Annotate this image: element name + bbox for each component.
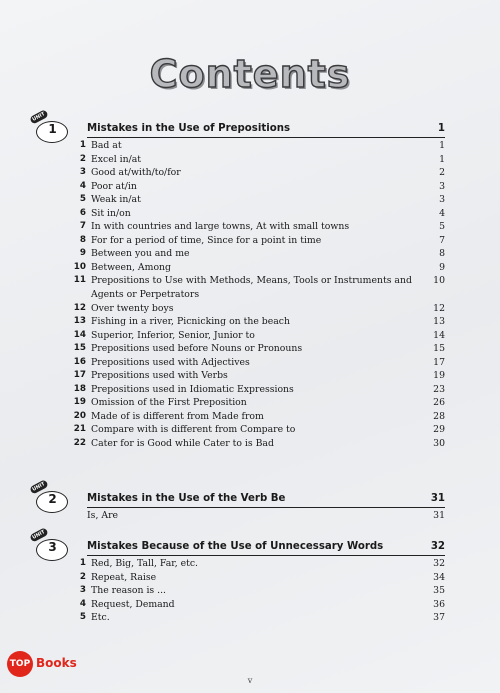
entry-title: Repeat, Raise — [91, 571, 157, 583]
entry-title: Over twenty boys — [91, 302, 174, 314]
entry-title: Cater for is Good while Cater to is Bad — [91, 438, 274, 450]
entry-number: 16 — [73, 356, 86, 367]
entry-page: 32 — [433, 558, 445, 569]
entry-number: 2 — [79, 571, 86, 582]
entry-title: For for a period of time, Since for a point in time — [91, 234, 322, 246]
entry-number: 4 — [79, 180, 86, 191]
toc-entry[interactable] — [70, 207, 445, 221]
entry-title: Prepositions used in Idiomatic Expressions — [91, 383, 294, 395]
entry-page: 19 — [433, 370, 445, 382]
entry-number: 15 — [73, 343, 86, 354]
entry-title: Excel in/at — [91, 153, 142, 165]
unit-number: 3 — [48, 540, 57, 554]
entry-number: 21 — [73, 424, 86, 435]
entry-title: Fishing in a river, Picnicking on the beach — [91, 316, 290, 328]
entry-list — [70, 509, 445, 523]
entry-page: 13 — [433, 316, 445, 328]
toc-entry[interactable] — [70, 261, 445, 275]
toc-entry[interactable] — [70, 274, 445, 301]
toc-entry[interactable] — [70, 329, 445, 343]
toc-entry[interactable] — [70, 598, 445, 612]
page-title: Contents — [149, 52, 351, 96]
entry-number: 8 — [79, 234, 86, 245]
entry-number: 20 — [73, 410, 86, 421]
entry-page: 4 — [439, 207, 445, 219]
toc-entry[interactable] — [70, 584, 445, 598]
entry-title: Omission of the First Preposition — [91, 397, 247, 409]
entry-title: Made of is different from Made from — [91, 410, 264, 422]
unit-heading-page: 32 — [430, 541, 445, 552]
toc-entry[interactable] — [70, 571, 445, 585]
unit-heading-text: Mistakes in the Use of Prepositions — [87, 123, 291, 134]
entry-title: Superior, Inferior, Senior, Junior to — [91, 329, 255, 341]
toc-entry[interactable] — [70, 437, 445, 451]
toc-entry[interactable] — [70, 247, 445, 261]
entry-title: Weak in/at — [91, 194, 141, 206]
entry-page: 14 — [433, 329, 445, 341]
toc-entry[interactable] — [70, 356, 445, 370]
unit-badge — [31, 529, 70, 559]
entry-page: 36 — [433, 598, 445, 610]
entry-number: 5 — [79, 612, 86, 623]
entry-title: Compare with is different from Compare to — [91, 424, 296, 436]
entry-page: 5 — [439, 221, 445, 233]
unit-badge — [31, 111, 70, 141]
entry-title: Request, Demand — [91, 598, 175, 610]
entry-number: 12 — [73, 302, 86, 313]
toc-entry[interactable] — [70, 410, 445, 424]
entry-page: 1 — [439, 153, 445, 165]
unit-number: 1 — [48, 122, 57, 136]
entry-page: 37 — [433, 612, 445, 624]
toc-entry[interactable] — [70, 220, 445, 234]
entry-number: 11 — [73, 275, 86, 286]
logo-circle: TOP — [7, 651, 33, 677]
toc-entry[interactable] — [70, 302, 445, 316]
entry-title: Prepositions used with Verbs — [91, 370, 228, 382]
toc-entry[interactable] — [70, 342, 445, 356]
toc-entry[interactable] — [70, 166, 445, 180]
entry-page: 8 — [439, 248, 445, 260]
unit-badge-tag: UNIT — [29, 109, 48, 124]
entry-number: 5 — [79, 194, 86, 205]
entry-title: Sit in/on — [91, 207, 131, 219]
entry-title: Prepositions to Use with Methods, Means, Tools or Instruments and Agents or Perpetrators — [91, 275, 412, 301]
entry-title: Prepositions used before Nouns or Pronouns — [91, 343, 303, 355]
entry-title: Etc. — [91, 612, 110, 624]
entry-page: 30 — [433, 438, 445, 450]
entry-page: 1 — [439, 140, 445, 151]
entry-number: 19 — [73, 397, 86, 408]
entry-number: 18 — [73, 383, 86, 394]
entry-number: 9 — [79, 248, 86, 259]
toc-entry[interactable] — [70, 383, 445, 397]
entry-page: 3 — [439, 194, 445, 206]
toc-entry[interactable] — [70, 315, 445, 329]
entry-page: 28 — [433, 410, 445, 422]
entry-title: Is, Are — [87, 510, 119, 521]
unit-heading-text: Mistakes in the Use of the Verb Be — [87, 493, 286, 504]
toc-entry[interactable] — [70, 509, 445, 523]
unit-heading[interactable] — [87, 541, 445, 556]
entry-title: The reason is ... — [91, 585, 167, 597]
unit-heading-text: Mistakes Because of the Use of Unnecessary Words — [87, 541, 384, 552]
entry-page: 31 — [433, 510, 445, 521]
entry-page: 26 — [433, 397, 445, 409]
unit-number: 2 — [48, 492, 57, 506]
entry-number: 4 — [79, 598, 86, 609]
entry-page: 15 — [433, 343, 445, 355]
toc-entry[interactable] — [70, 557, 445, 571]
entry-number: 3 — [79, 585, 86, 596]
entry-number: 1 — [79, 558, 86, 568]
entry-title: Bad at — [91, 140, 122, 151]
entry-page: 2 — [439, 167, 445, 179]
toc-entry[interactable] — [70, 234, 445, 248]
entry-title: Red, Big, Tall, Far, etc. — [91, 558, 199, 569]
entry-number: 3 — [79, 167, 86, 178]
entry-number: 1 — [79, 140, 86, 150]
entry-title: In with countries and large towns, At with small towns — [91, 221, 350, 233]
entry-title: Between, Among — [91, 261, 171, 273]
top-books-logo — [7, 651, 91, 677]
unit-badge-tag: UNIT — [29, 527, 48, 542]
toc-entry[interactable] — [70, 611, 445, 625]
unit-heading[interactable] — [87, 493, 445, 508]
unit-badge-tag: UNIT — [29, 479, 48, 494]
page-number: v — [247, 676, 253, 685]
entry-number: 6 — [79, 207, 86, 218]
entry-number: 10 — [73, 261, 86, 272]
logo-word: Books — [36, 656, 77, 670]
unit-heading-page: 1 — [437, 123, 445, 134]
entry-list — [70, 139, 445, 451]
unit-heading[interactable] — [87, 123, 445, 138]
toc-entry[interactable] — [70, 369, 445, 383]
entry-page: 12 — [433, 302, 445, 314]
entry-title: Good at/with/to/for — [91, 167, 181, 179]
unit-heading-page: 31 — [430, 493, 445, 504]
entry-number: 7 — [79, 221, 86, 232]
entry-number: 22 — [73, 438, 86, 449]
toc-entry[interactable] — [70, 180, 445, 194]
entry-number: 2 — [79, 153, 86, 164]
entry-title: Poor at/in — [91, 180, 137, 192]
entry-page: 9 — [439, 261, 445, 273]
unit-badge — [31, 481, 70, 511]
entry-page: 29 — [433, 424, 445, 436]
entry-page: 17 — [433, 356, 445, 368]
toc-entry[interactable] — [70, 396, 445, 410]
entry-title: Prepositions used with Adjectives — [91, 356, 250, 368]
entry-page: 3 — [439, 180, 445, 192]
entry-page: 10 — [433, 275, 445, 287]
toc-entry[interactable] — [70, 193, 445, 207]
toc-entry[interactable] — [70, 153, 445, 167]
entry-page: 23 — [433, 383, 445, 395]
toc-entry[interactable] — [70, 139, 445, 153]
entry-title: Between you and me — [91, 248, 190, 260]
entry-number: 17 — [73, 370, 86, 381]
toc-entry[interactable] — [70, 423, 445, 437]
entry-page: 34 — [433, 571, 445, 583]
entry-number: 14 — [73, 329, 86, 340]
entry-number: 13 — [73, 316, 86, 327]
entry-page: 35 — [433, 585, 445, 597]
entry-list — [70, 557, 445, 625]
entry-page: 7 — [439, 234, 445, 246]
